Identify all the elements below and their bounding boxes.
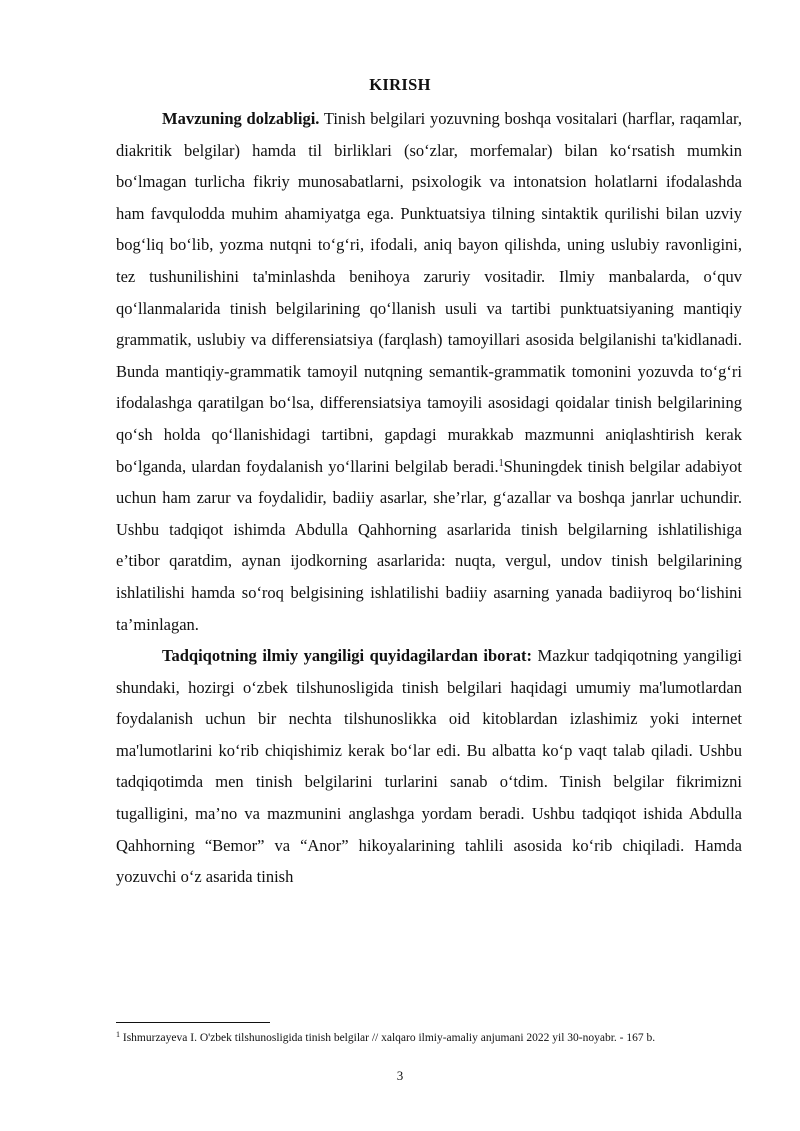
- paragraph-novelty: [116, 640, 742, 893]
- paragraph-text-relevance: Tinish belgilari yozuvning boshqa vositalari (harflar, raqamlar, diakritik belgilar) hamda til birliklari (so‘zlar, morfemalar) bilan ko‘rsatish mumkin bo‘lmagan turlicha fikriy munosabatlarni, psixologik va intonatsion holatlarni ifodalashda ham favqulodda muhim ahamiyatga ega. Punktuatsiya tilning sintaktik qurilishi bilan uzviy bog‘liq bo‘lib, yozma nutqni to‘g‘ri, ifodali, aniq bayon qilishda, uning uslubiy ravonligini, tez tushunilishini ta'minlashda benihoya zaruriy vositadir. Ilmiy manbalarda, o‘quv qo‘llanmalarida tinish belgilarining qo‘llanish usuli va tartibi punktuatsiyaning mantiqiy grammatik, uslubiy va differensiatsiya (farqlash) tamoyillari asosida belgilanishi ta'kidlanadi. Bunda mantiqiy-grammatik tamoyil nutqning semantik-grammatik tomonini yozuvda to‘g‘ri ifodalashga qaratilgan bo‘lsa, differensiatsiya tamoyili asosidagi qoidalar tinish belgilarining qo‘sh holda qo‘llanishidagi tartibni, gapdagi murakkab mazmunni aniqlashtirish kerak bo‘lganda, ulardan foydalanish yo‘llarini belgilab beradi.: [116, 109, 742, 476]
- section-title: KIRISH: [369, 75, 431, 94]
- paragraph-lead-relevance: Mavzuning dolzabligi.: [162, 109, 320, 128]
- paragraph-text-novelty: Mazkur tadqiqotning yangiligi shundaki, hozirgi o‘zbek tilshunosligida tinish belgilari haqidagi umumiy ma'lumotlardan foydalanish uchun bir nechta tilshunoslikka oid kitoblardan izlashimiz yoki internet ma'lumotlarini ko‘rib chiqishimiz kerak bo‘lar edi. Bu albatta ko‘p vaqt talab qiladi. Ushbu tadqiqotimda men tinish belgilarini turlarini sanab o‘tdim. Tinish belgilar fikrimizni tugalligini, ma’no va mazmunini anglashga yordam beradi. Ushbu tadqiqot ishida Abdulla Qahhorning “Bemor” va “Anor” hikoyalarining tahlili asosida ko‘rib chiqiladi. Hamda yozuvchi o‘z asarida tinish: [116, 646, 742, 887]
- body-text: [116, 103, 742, 893]
- footnote-text: Ishmurzayeva I. O'zbek tilshunosligida tinish belgilar // xalqaro ilmiy-amaliy anjumani 2022 yil 30-noyabr. - 167 b.: [120, 1032, 656, 1044]
- footnote-reference[interactable]: 1: [498, 457, 504, 469]
- page-number: 3: [396, 1068, 404, 1083]
- paragraph-lead-novelty: Tadqiqotning ilmiy yangiligi quyidagilardan iborat:: [162, 646, 532, 666]
- footnote: [116, 1030, 756, 1046]
- footnote-separator: [116, 1022, 270, 1023]
- paragraph-relevance: [116, 103, 742, 640]
- footnote-number: 1: [116, 1030, 120, 1039]
- paragraph-text-relevance-continued: Shuningdek tinish belgilar adabiyot uchun ham zarur va foydalidir, badiiy asarlar, she’rlar, g‘azallar va boshqa janrlar uchundir. Ushbu tadqiqot ishimda Abdulla Qahhorning asarlarida tinish belgilarning ishlatilishiga e’tibor qaratdim, aynan ijodkorning asarlarida: nuqta, vergul, undov tinish belgilarining ishlatilishi hamda so‘roq belgisining ishlatilishi badiiy asarning yanada badiiyroq bo‘lishini ta’minlagan.: [116, 456, 742, 634]
